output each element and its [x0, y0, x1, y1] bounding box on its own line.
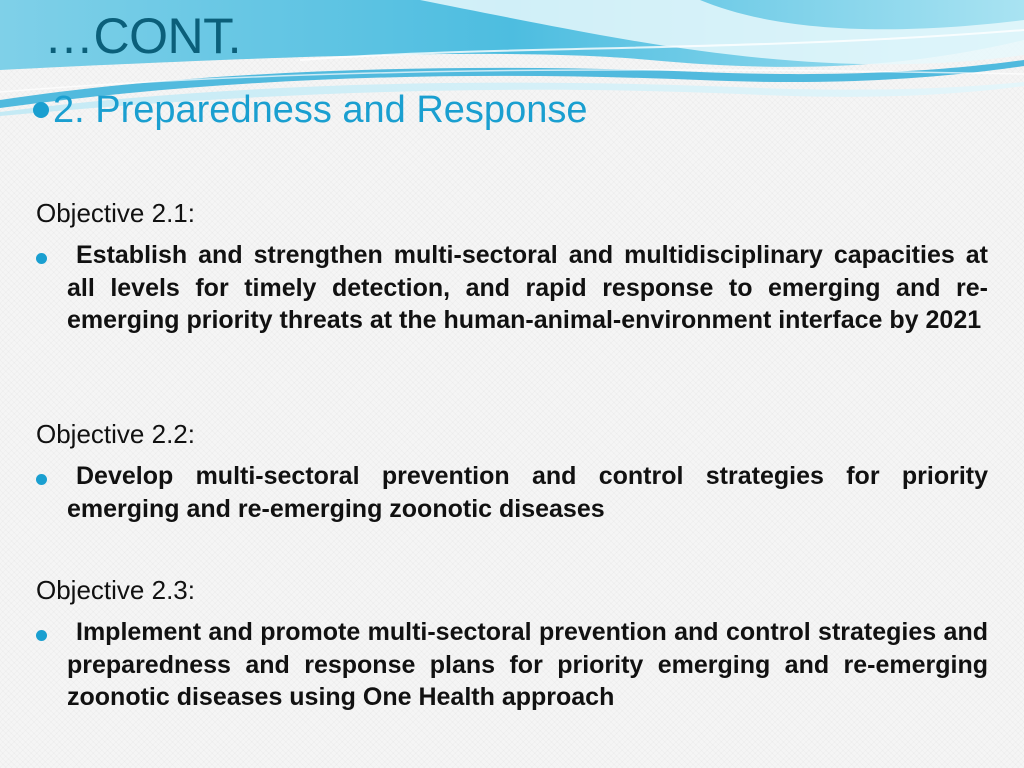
objective-item	[36, 239, 988, 337]
objective-block	[36, 574, 988, 714]
objective-block	[36, 197, 988, 337]
objective-block	[36, 418, 988, 525]
bullet-dot-icon	[33, 102, 49, 118]
objective-text: Implement and promote multi-sectoral prevention and control strategies and preparedness and response plans for priority emerging and re-emerging zoonotic diseases using One Health approach	[67, 618, 988, 711]
bullet-dot-icon	[36, 474, 47, 485]
objective-heading: Objective 2.2:	[36, 419, 195, 449]
objective-text: Develop multi-sectoral prevention and control strategies for priority emerging and re-emerging zoonotic diseases	[67, 462, 988, 523]
objective-heading: Objective 2.3:	[36, 575, 195, 605]
objective-item	[36, 616, 988, 714]
subtitle-row	[33, 86, 587, 134]
objective-heading: Objective 2.1:	[36, 198, 195, 228]
bullet-dot-icon	[36, 630, 47, 641]
slide-subtitle: 2. Preparedness and Response	[53, 89, 588, 131]
slide-title: …CONT.	[44, 8, 241, 64]
objective-item	[36, 460, 988, 525]
objective-text: Establish and strengthen multi-sectoral and multidisciplinary capacities at all levels for timely detection, and rapid response to emerging and re-emerging priority threats at the human-animal-environment interface by 2021	[67, 241, 988, 334]
bullet-dot-icon	[36, 253, 47, 264]
